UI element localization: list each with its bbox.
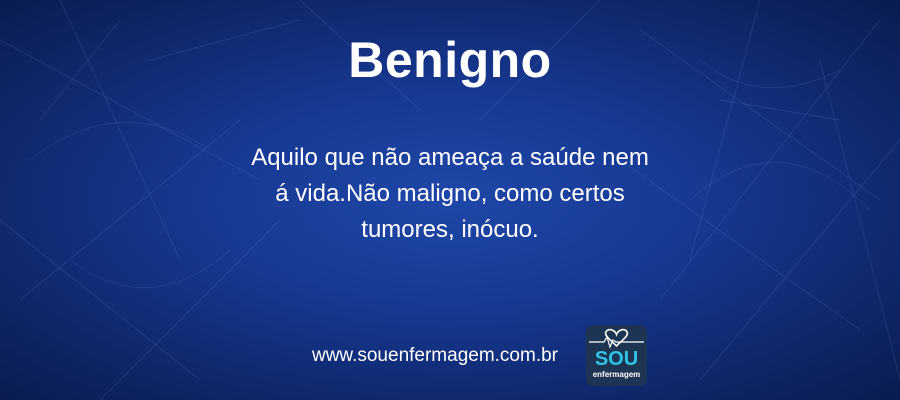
sou-enfermagem-logo bbox=[586, 325, 647, 386]
page-title: Benigno bbox=[348, 32, 552, 88]
logo-word: SOU bbox=[594, 348, 639, 370]
definition-text: Aquilo que não ameaça a saúde nem á vida.Não maligno, como certos tumores, inócuo. bbox=[251, 144, 649, 243]
logo-subtitle: enfermagem bbox=[592, 370, 641, 379]
website-url: www.souenfermagem.com.br bbox=[311, 345, 559, 366]
